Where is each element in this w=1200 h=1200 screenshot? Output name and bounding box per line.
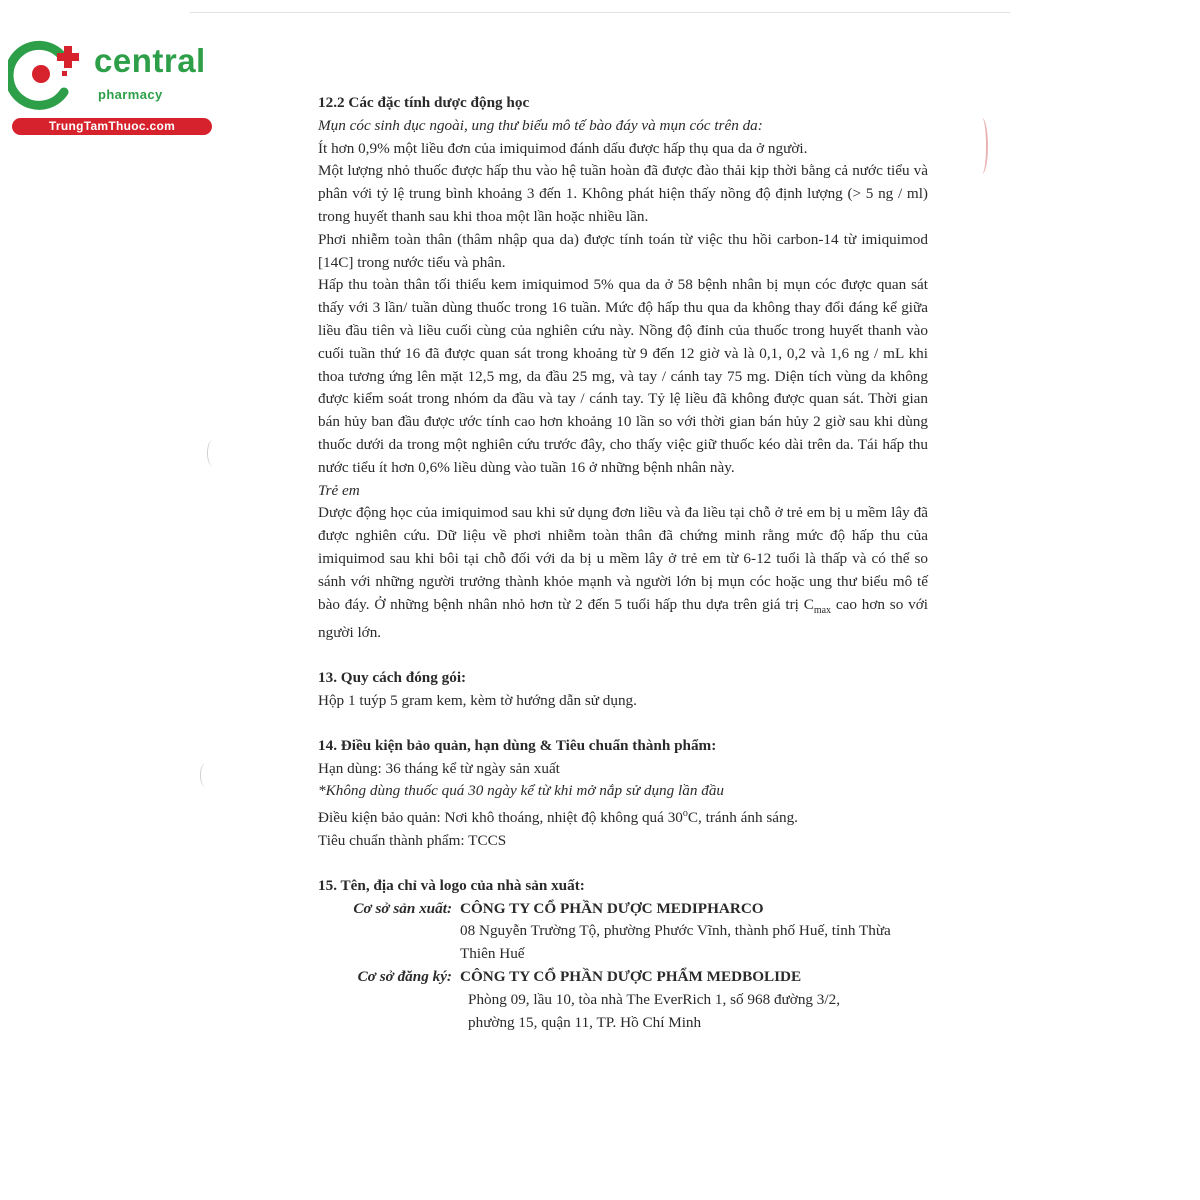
logo-brand: central — [94, 42, 206, 79]
paragraph: Hấp thu toàn thân tối thiểu kem imiquimod 5% qua da ở 58 bệnh nhân bị mụn cóc được quan sát thấy với 3 lần/ tuần dùng thuốc trong 16 tuần. Mức độ hấp thu qua da không thay đổi đáng kể giữa liều đầu tiên và liều cuối cùng của nghiên cứu này. Nồng độ đỉnh của thuốc trong huyết thanh vào cuối tuần thứ 16 đã được quan sát trong khoảng từ 9 đến 12 giờ và là 0,1, 0,2 và 1,6 ng / mL khi thoa tương ứng lên mặt 12,5 mg, da đầu 25 mg, và tay / cánh tay 75 mg. Diện tích vùng da không được kiểm soát trong nhóm da đầu và tay / cánh tay. Tỷ lệ liều đã không được quan sát. Thời gian bán hủy ban đầu được ước tính cao hơn khoảng 10 lần so với thời gian bán hủy 2 giờ sau khi dùng thuốc dưới da trong một nghiên cứu trước đây, cho thấy việc giữ thuốc kéo dài trên da. Tái hấp thu nước tiểu ít hơn 0,6% liều dùng vào tuần 16 ở những bệnh nhân này. — [318, 276, 928, 476]
storage-text-end: C, tránh ánh sáng. — [687, 809, 798, 827]
section-12-2-subtitle: Mụn cóc sinh dục ngoài, ung thư biểu mô tế bào đáy và mụn cóc trên da: — [318, 116, 763, 134]
section-14-title: 14. Điều kiện bảo quản, hạn dùng & Tiêu chuẩn thành phẩm: — [318, 736, 717, 754]
shelf-life: Hạn dùng: 36 tháng kể từ ngày sản xuất — [318, 759, 560, 777]
section-15-title: 15. Tên, địa chỉ và logo của nhà sản xuất: — [318, 876, 585, 894]
manufacturer-label: Cơ sở sản xuất: — [353, 899, 452, 917]
paragraph — [318, 502, 928, 645]
scan-page-edge — [190, 12, 1010, 13]
storage-text: Điều kiện bảo quản: Nơi khô thoáng, nhiệt độ không quá 30 — [318, 809, 683, 827]
registrant-address: Phòng 09, lầu 10, tòa nhà The EverRich 1, số 968 đường 3/2, — [468, 990, 841, 1008]
cmax-subscript: max — [813, 604, 832, 616]
product-standard: Tiêu chuẩn thành phẩm: TCCS — [318, 832, 507, 849]
children-subtitle: Trẻ em — [318, 481, 360, 499]
section-13-title: 13. Quy cách đóng gói: — [318, 669, 467, 687]
paragraph-text: Dược động học của imiquimod sau khi sử dụng đơn liều và đa liều tại chỗ ở trẻ em bị u mềm lây đã được nghiên cứu. Dữ liệu về phơi nhiễm toàn thân đã chứng minh rằng mức độ hấp thu của imiquimod sau khi bôi tại chỗ đối với da bị u mềm lây ở trẻ em từ 6-12 tuổi là thấp và có thể so sánh với những người trưởng thành khỏe mạnh và người lớn bị mụn cóc hoặc ung thư biểu mô tế bào đáy. Ở những bệnh nhân nhỏ hơn từ 2 đến 5 tuổi hấp thu dựa trên giá trị C — [318, 504, 928, 613]
central-pharmacy-logo[interactable] — [8, 38, 213, 138]
manufacturer-block — [322, 898, 928, 1035]
manufacturer-address-cont: Thiên Huế — [460, 945, 525, 963]
paragraph: Một lượng nhỏ thuốc được hấp thu vào hệ tuần hoàn đã được đào thải kịp thời bằng cả nước tiểu và phân với tỷ lệ trung bình khoảng 3 đến 1. Không phát hiện thấy nồng độ định lượng (> 5 ng / ml) trong huyết thanh sau khi thoa một lần hoặc nhiều lần. — [318, 162, 928, 225]
scan-mark — [207, 440, 218, 466]
logo-url-badge[interactable]: TrungTamThuoc.com — [12, 118, 212, 135]
logo-subtitle: pharmacy — [98, 87, 163, 102]
paragraph-text-end: cao hơn so với người lớn. — [318, 595, 928, 642]
paragraph: Phơi nhiễm toàn thân (thâm nhập qua da) được tính toán từ việc thu hồi carbon-14 từ imiquimod [14C] trong nước tiểu và phân. — [318, 230, 928, 271]
packaging-text: Hộp 1 tuýp 5 gram kem, kèm tờ hướng dẫn sử dụng. — [318, 691, 637, 709]
logo-emblem-icon — [8, 38, 94, 118]
document-body — [318, 92, 928, 1034]
paragraph: Ít hơn 0,9% một liều đơn của imiquimod đánh dấu được hấp thụ qua da ở người. — [318, 139, 808, 157]
storage-conditions — [318, 803, 928, 830]
section-12-2-title: 12.2 Các đặc tính dược động học — [318, 94, 530, 111]
scan-mark — [200, 763, 211, 787]
registrant-label: Cơ sở đăng ký: — [357, 967, 452, 985]
usage-note: *Không dùng thuốc quá 30 ngày kể từ khi mở nắp sử dụng lần đầu — [318, 782, 725, 800]
manufacturer-address: 08 Nguyễn Trường Tộ, phường Phước Vĩnh, thành phố Huế, tỉnh Thừa — [460, 922, 891, 940]
degree-mark: o — [682, 808, 688, 820]
manufacturer-name: CÔNG TY CỔ PHẦN DƯỢC MEDIPHARCO — [460, 899, 764, 917]
registrant-address-cont: phường 15, quận 11, TP. Hồ Chí Minh — [468, 1013, 702, 1031]
scan-mark-red — [976, 118, 988, 174]
registrant-name: CÔNG TY CỔ PHẦN DƯỢC PHẨM MEDBOLIDE — [460, 967, 802, 985]
